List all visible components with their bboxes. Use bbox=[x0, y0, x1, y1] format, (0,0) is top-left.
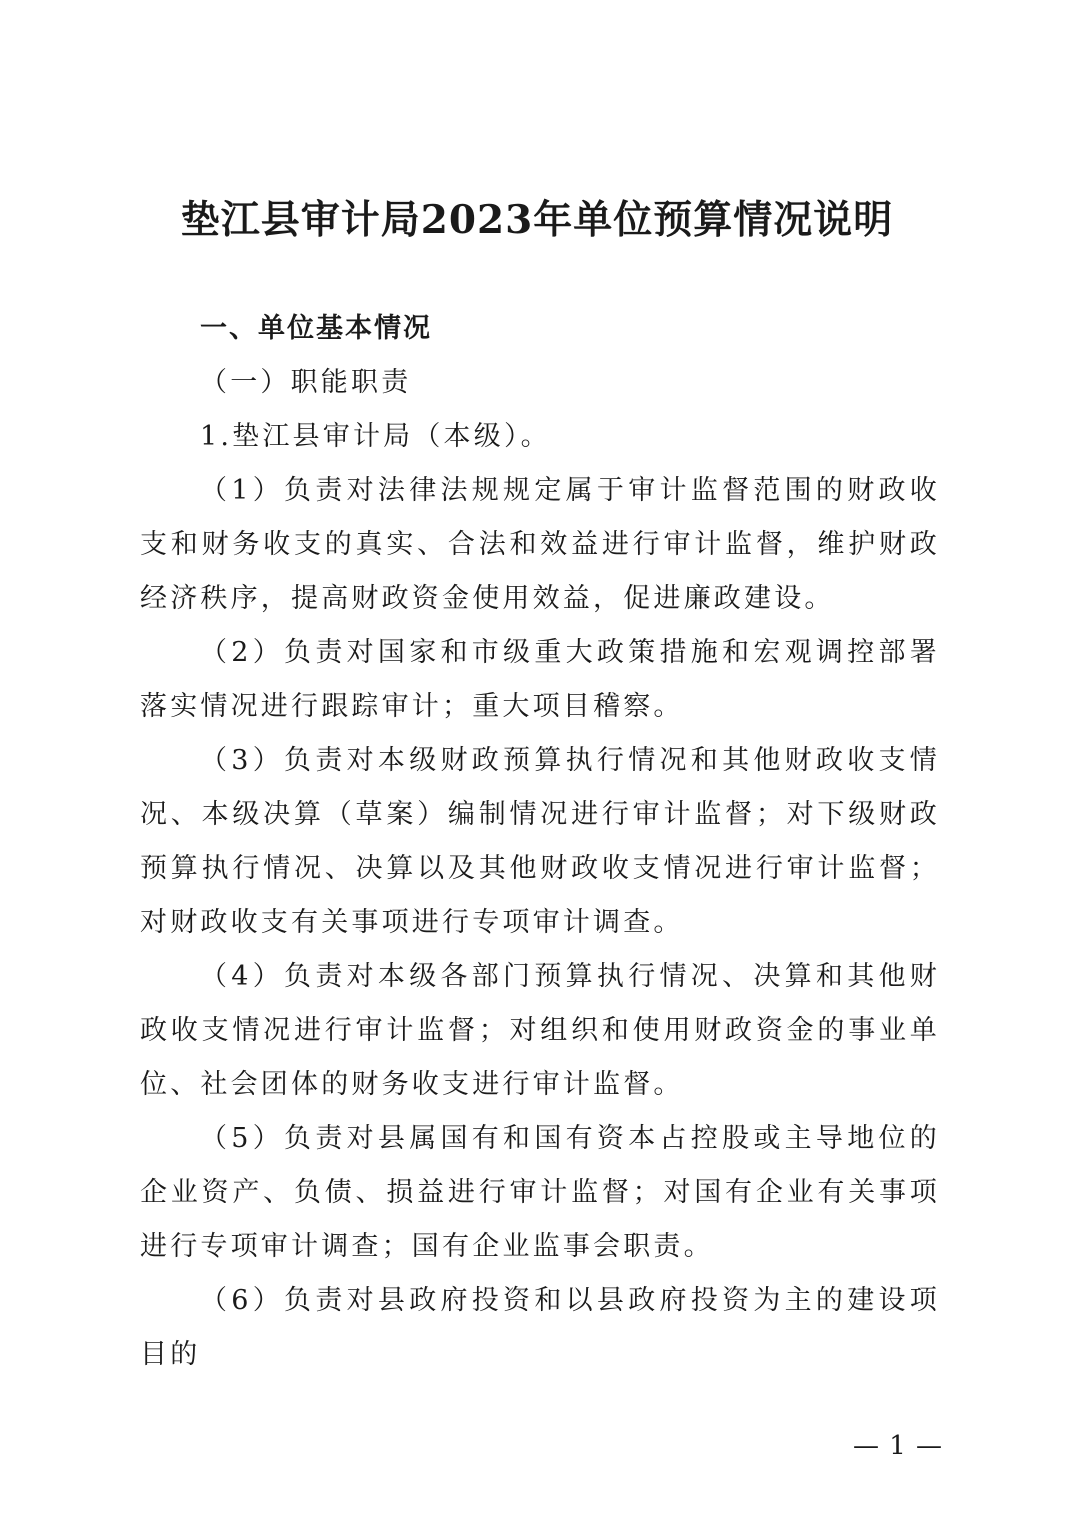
paragraph-4: （4）负责对本级各部门预算执行情况、决算和其他财政收支情况进行审计监督；对组织和使用财政资金的事业单位、社会团体的财务收支进行审计监督。 bbox=[140, 961, 940, 1100]
subsection-heading: （一）职能职责 bbox=[200, 367, 412, 398]
paragraph-3: （3）负责对本级财政预算执行情况和其他财政收支情况、本级决算（草案）编制情况进行审计监督；对下级财政预算执行情况、决算以及其他财政收支情况进行审计监督；对财政收支有关事项进行专项审计调查。 bbox=[140, 745, 940, 938]
page-number: — 1 — bbox=[852, 1431, 944, 1461]
unit-heading: 1.垫江县审计局（本级）。 bbox=[200, 421, 551, 452]
document-body bbox=[140, 302, 940, 1382]
section-heading: 一、单位基本情况 bbox=[200, 313, 432, 344]
paragraph-6: （6）负责对县政府投资和以县政府投资为主的建设项目的 bbox=[140, 1285, 940, 1370]
paragraph-2: （2）负责对国家和市级重大政策措施和宏观调控部署落实情况进行跟踪审计；重大项目稽察。 bbox=[140, 637, 940, 722]
document-title: 垫江县审计局2023年单位预算情况说明 bbox=[180, 197, 894, 243]
paragraph-1: （1）负责对法律法规规定属于审计监督范围的财政收支和财务收支的真实、合法和效益进行审计监督，维护财政经济秩序，提高财政资金使用效益，促进廉政建设。 bbox=[140, 475, 940, 614]
paragraph-5: （5）负责对县属国有和国有资本占控股或主导地位的企业资产、负债、损益进行审计监督；对国有企业有关事项进行专项审计调查；国有企业监事会职责。 bbox=[140, 1123, 940, 1262]
